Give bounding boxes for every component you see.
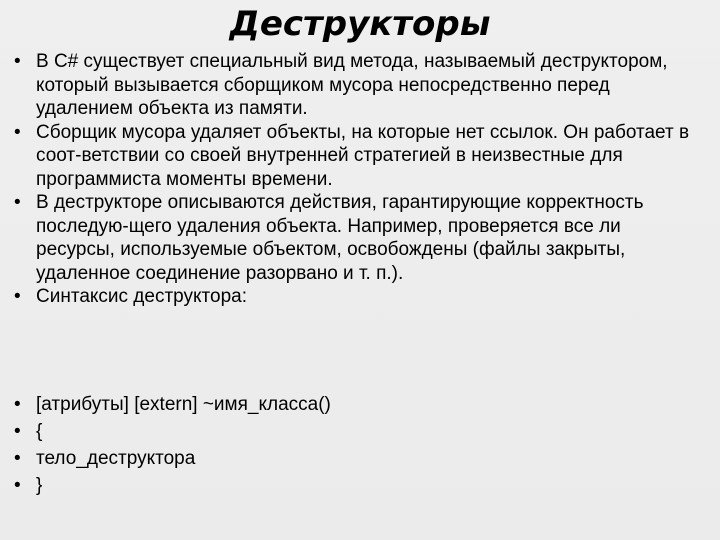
bullet-item: • Сборщик мусора удаляет объекты, на которые нет ссылок. Он работает в соот-ветствии со своей внутренней стратегией в неизвестные для программиста моменты времени. — [10, 121, 700, 192]
bullet-list — [10, 50, 700, 309]
bullet-item: • В деструкторе описываются действия, гарантирующие корректность последую-щего удаления объекта. Например, проверяется все ли ресурсы, используемые объектом, освобождены (файлы закрыты, удаленное соединение разорвано и т. п.). — [10, 191, 700, 285]
syntax-line: • { — [10, 418, 700, 445]
syntax-line: • [атрибуты] [extern] ~имя_класса() — [10, 391, 700, 418]
syntax-list — [10, 391, 700, 499]
syntax-line: • } — [10, 472, 700, 499]
bullet-item: • Синтаксис деструктора: — [10, 285, 700, 309]
syntax-line: • тело_деструктора — [10, 445, 700, 472]
bullet-item: • В C# существует специальный вид метода, называемый деструктором, который вызывается сборщиком мусора непосредственно перед удалением объекта из памяти. — [10, 50, 700, 121]
slide-title: Деструкторы — [229, 4, 491, 44]
